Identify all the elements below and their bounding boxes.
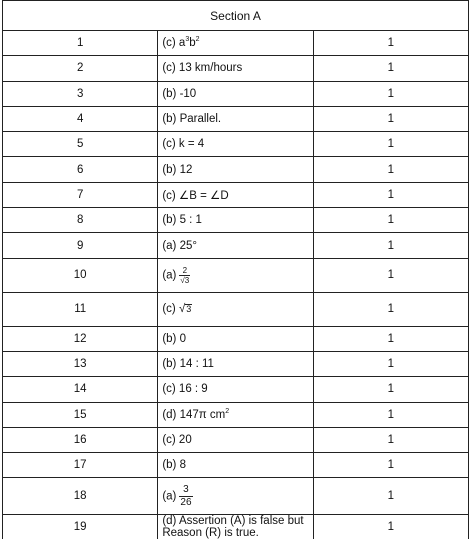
question-number: 9 <box>3 233 158 258</box>
table-row <box>3 478 469 515</box>
answer-text: (d) 147π cm <box>162 408 226 421</box>
marks-cell: 1 <box>313 292 468 326</box>
fraction <box>179 266 190 285</box>
table-row <box>3 132 469 157</box>
marks-cell: 1 <box>313 326 468 351</box>
question-number: 10 <box>3 258 158 292</box>
marks-cell: 1 <box>313 106 468 131</box>
table-row <box>3 208 469 233</box>
question-number: 12 <box>3 326 158 351</box>
answer-key-sheet <box>2 0 469 539</box>
denominator: √3 <box>180 275 190 285</box>
answer-cell <box>158 31 313 56</box>
answer-cell: (c) ∠B = ∠D <box>158 182 313 207</box>
numerator: 2 <box>179 266 190 276</box>
question-number: 19 <box>3 515 158 540</box>
marks-cell: 1 <box>313 427 468 452</box>
answer-cell: (b) 14 : 11 <box>158 351 313 376</box>
table-row <box>3 402 469 427</box>
denominator: 26 <box>180 496 192 508</box>
table-row <box>3 56 469 81</box>
marks-cell: 1 <box>313 182 468 207</box>
answer-text: (c) <box>162 303 176 316</box>
answer-cell: (b) 5 : 1 <box>158 208 313 233</box>
marks-cell: 1 <box>313 258 468 292</box>
marks-cell: 1 <box>313 157 468 182</box>
radical-sign: √ <box>178 303 186 316</box>
marks-cell: 1 <box>313 453 468 478</box>
question-number: 3 <box>3 81 158 106</box>
table-row <box>3 326 469 351</box>
marks-cell: 1 <box>313 56 468 81</box>
numerator: 3 <box>179 484 192 497</box>
answer-text: (c) a <box>162 37 186 50</box>
answer-cell: (b) Parallel. <box>158 106 313 131</box>
marks-cell: 1 <box>313 377 468 402</box>
answer-cell: (c) 16 : 9 <box>158 377 313 402</box>
question-number: 1 <box>3 31 158 56</box>
marks-cell: 1 <box>313 81 468 106</box>
answer-text: (a) <box>162 490 177 503</box>
table-row <box>3 377 469 402</box>
answer-text: (a) <box>162 269 177 282</box>
marks-cell: 1 <box>313 31 468 56</box>
marks-cell: 1 <box>313 351 468 376</box>
table-row <box>3 427 469 452</box>
question-number: 16 <box>3 427 158 452</box>
marks-cell: 1 <box>313 132 468 157</box>
question-number: 14 <box>3 377 158 402</box>
answer-cell <box>158 258 313 292</box>
question-number: 7 <box>3 182 158 207</box>
answer-cell: (c) 20 <box>158 427 313 452</box>
answer-cell: (b) -10 <box>158 81 313 106</box>
answer-cell <box>158 292 313 326</box>
table-row <box>3 453 469 478</box>
question-number: 13 <box>3 351 158 376</box>
exponent: 2 <box>225 407 230 415</box>
answer-cell <box>158 478 313 515</box>
answer-table <box>2 0 469 539</box>
radicand: 3 <box>186 304 192 315</box>
table-row <box>3 106 469 131</box>
answer-cell: (b) 12 <box>158 157 313 182</box>
question-number: 18 <box>3 478 158 515</box>
table-row <box>3 292 469 326</box>
section-header-row <box>3 1 469 31</box>
table-row <box>3 233 469 258</box>
question-number: 15 <box>3 402 158 427</box>
answer-text: b <box>189 37 196 50</box>
answer-cell: (c) k = 4 <box>158 132 313 157</box>
exponent: 3 <box>185 36 190 44</box>
table-row <box>3 258 469 292</box>
marks-cell: 1 <box>313 233 468 258</box>
exponent: 2 <box>195 36 200 44</box>
marks-cell: 1 <box>313 515 468 540</box>
answer-cell: (b) 0 <box>158 326 313 351</box>
table-row <box>3 31 469 56</box>
marks-cell: 1 <box>313 478 468 515</box>
question-number: 11 <box>3 292 158 326</box>
table-row <box>3 81 469 106</box>
marks-cell: 1 <box>313 208 468 233</box>
table-row <box>3 351 469 376</box>
table-row <box>3 515 469 540</box>
answer-cell: (c) 13 km/hours <box>158 56 313 81</box>
question-number: 17 <box>3 453 158 478</box>
table-row <box>3 157 469 182</box>
fraction <box>179 484 192 509</box>
answer-cell <box>158 402 313 427</box>
question-number: 5 <box>3 132 158 157</box>
answer-cell: (a) 25° <box>158 233 313 258</box>
section-title: Section A <box>3 1 469 31</box>
question-number: 4 <box>3 106 158 131</box>
table-row <box>3 182 469 207</box>
answer-cell: (d) Assertion (A) is false but Reason (R) is true. <box>158 515 313 540</box>
question-number: 2 <box>3 56 158 81</box>
question-number: 8 <box>3 208 158 233</box>
marks-cell: 1 <box>313 402 468 427</box>
answer-cell: (b) 8 <box>158 453 313 478</box>
question-number: 6 <box>3 157 158 182</box>
